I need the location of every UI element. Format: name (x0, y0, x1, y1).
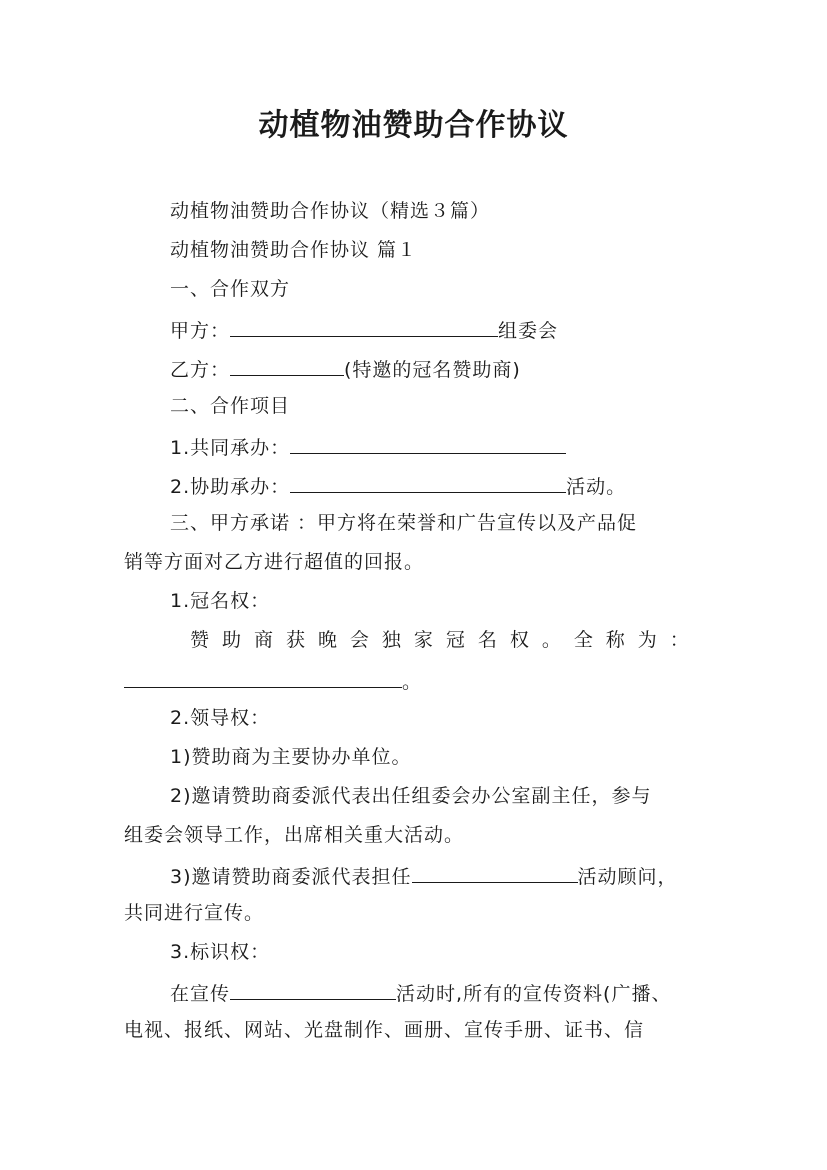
assist-host-line (170, 472, 626, 499)
char: 为 (637, 629, 658, 651)
paragraph: 共同进行宣传。 (124, 902, 265, 924)
paragraph: 销等方面对乙方进行超值的回报。 (124, 551, 425, 573)
naming-rights-blank-line (124, 667, 422, 694)
subheading: 3.标识权： (170, 941, 271, 963)
party-a-label: 甲方： (170, 320, 231, 342)
assist-host-suffix: 活动。 (566, 476, 627, 498)
paragraph: 电视、报纸、网站、光盘制作、画册、宣传手册、证书、信 (124, 1019, 645, 1041)
char: 赞 (190, 629, 211, 651)
paragraph (170, 979, 671, 1006)
section-heading: 一、合作双方 (170, 278, 291, 300)
char: 会 (349, 629, 370, 651)
advisor-suffix: 活动顾问， (577, 866, 678, 888)
char: 称 (605, 629, 626, 651)
blank-line (230, 355, 344, 376)
blank-line (124, 667, 402, 688)
party-a-suffix: 组委会 (498, 320, 559, 342)
promo-label: 在宣传 (170, 983, 231, 1005)
party-a-line (170, 316, 558, 343)
party-b-line (170, 355, 521, 382)
paragraph: 组委会领导工作，出席相关重大活动。 (124, 824, 465, 846)
subheading: 2.领导权： (170, 707, 271, 729)
blank-line (290, 472, 566, 493)
char: 。 (541, 629, 562, 651)
co-host-label: 1.共同承办： (170, 437, 291, 459)
subheading: 1.冠名权： (170, 590, 271, 612)
char: 商 (253, 629, 274, 651)
paragraph: 动植物油赞助合作协议（精选３篇） (170, 200, 491, 222)
section-heading: 二、合作项目 (170, 395, 291, 417)
char: 获 (285, 629, 306, 651)
char: 权 (509, 629, 530, 651)
char: 全 (573, 629, 594, 651)
blank-line (290, 433, 566, 454)
document-title: 动植物油赞助合作协议 (258, 108, 569, 143)
paragraph: 动植物油赞助合作协议 篇１ (170, 239, 418, 261)
char: 名 (477, 629, 498, 651)
blank-line (230, 316, 498, 337)
paragraph: 三、甲方承诺 ：甲方将在荣誉和广告宣传以及产品促 (170, 512, 638, 534)
char: 助 (221, 629, 242, 651)
list-item (170, 862, 678, 889)
co-host-line (170, 433, 566, 460)
party-b-suffix: (特邀的冠名赞助商) (344, 359, 521, 381)
char: 冠 (445, 629, 466, 651)
period: 。 (402, 671, 423, 693)
assist-host-label: 2.协助承办： (170, 476, 291, 498)
char: 家 (413, 629, 434, 651)
blank-line (230, 979, 396, 1000)
list-item: 1)赞助商为主要协办单位。 (170, 746, 412, 768)
party-b-label: 乙方： (170, 359, 231, 381)
promo-suffix: 活动时,所有的宣传资料(广播、 (396, 983, 672, 1005)
char: 晚 (317, 629, 338, 651)
list-item: 2)邀请赞助商委派代表出任组委会办公室副主任，参与 (170, 785, 652, 807)
naming-rights-line (190, 628, 690, 652)
char: ： (669, 629, 690, 651)
advisor-label: 3)邀请赞助商委派代表担任 (170, 866, 412, 888)
char: 独 (381, 629, 402, 651)
blank-line (412, 862, 578, 883)
